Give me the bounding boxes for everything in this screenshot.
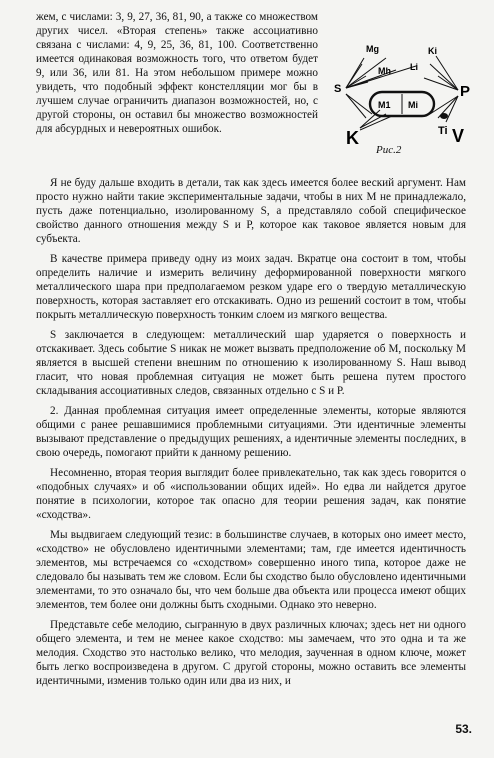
top-paragraph: жем, с числами: 3, 9, 27, 36, 81, 90, а также со множеством других чисел. «Вторая степень» также ассоциативно связана с числами: 4, 9, 25, 36, 81, 100. Соответственно имеется одинаковая возможность того, что ответом будет 9, или 36, или 81. На этом небольшом примере можно увидеть, что подобный эффект констелляции мог бы в лучшем случае ограничить диапазон возможностей, но, с другой стороны, он оставил бы множество возможностей для абсурдных и невероятных ошибок. <box>36 11 318 135</box>
page-number: 53. <box>455 722 472 736</box>
label-ti: Ti <box>438 125 448 137</box>
paragraph: S заключается в следующем: металлический шар ударяется о поверхность и отскакивает. Здесь событие S никак не может вызвать предположение об М, поскольку М является в высшей степени внешним по отношению к изолированному S. Наш вывод гласит, что новая проблемная ситуация не может быть решена путем простого складывания ассоциативных следов, связанных отдельно с S и Р. <box>36 329 466 397</box>
paragraph: Представьте себе мелодию, сыгранную в двух различных ключах; здесь нет ни одного общего элемента, и тем не менее какое сходство: мы замечаем, что это одна и та же мелодия. Сходство это настолько велико, что мелодия, заученная в одном ключе, может быть легко воспроизведена в другом. С другой стороны, можно оставить все элементы идентичными, изменив только один или два из них, и <box>36 619 466 687</box>
diagram-graphic <box>326 18 476 158</box>
label-mi: Mi <box>408 100 418 110</box>
paragraph: Несомненно, вторая теория выглядит более привлекательно, так как здесь говорится о «подобных случаях» и об «использовании общих идей». Но едва ли найдется другое понятие в психологии, которое так опасно для теории решения задач, как понятие «сходства». <box>36 467 466 521</box>
paragraph: В качестве примера приведу одну из моих задач. Вкратце она состоит в том, чтобы определить наличие и измерить величину деформированной поверхности мягкого металлического шара при предполагаемом резком ударе его о твердую металлическую поверхность, которая заставляет его отскакивать. Одно из решений состоит в том, чтобы покрыть металлическую поверхность тонким слоем из мягкого вещества. <box>36 253 466 321</box>
label-m1: M1 <box>378 100 391 110</box>
label-li: Li <box>410 62 418 72</box>
label-k: K <box>346 128 359 148</box>
label-mg: Mg <box>366 44 379 54</box>
label-p: P <box>460 83 471 100</box>
label-v: V <box>452 126 465 146</box>
paragraph: Я не буду дальше входить в детали, так как здесь имеется более веский аргумент. Нам просто нужно найти такие экспериментальные задачи, чтобы в них М не принадлежало, пусть даже потенциально, изолированному S, а представляло собой специфическое свойство данного отношения между S и Р, которое как таковое является новым для субъекта. <box>36 177 466 245</box>
figure-caption: Рис.2 <box>376 144 402 156</box>
label-ki: Ki <box>428 46 437 56</box>
label-mh: Mh <box>378 66 391 76</box>
label-s: S <box>334 83 342 95</box>
paragraph: 2. Данная проблемная ситуация имеет определенные элементы, которые являются общими с ранее решавшимися проблемными ситуациями. Эти идентичные элементы вызывают представление о предыдущих решениях, а идентичные элементы последних, в свою очередь, помогают прийти к данному решению. <box>36 405 466 459</box>
paragraph: Мы выдвигаем следующий тезис: в большинстве случаев, в которых оно имеет место, «сходство» не обусловлено идентичными элементами; там, где имеется идентичность элементов, мы встречаемся со «сходством» совершенно иного типа, которое даже не следовало бы называть тем же словом. Если бы сходство было обусловлено идентичными элементами, то это означало бы, что чем больше два объекта или процесса имеют общих элементов, тем более они должны быть сходными. Однако это неверно. <box>36 529 466 611</box>
top-text-column <box>36 10 318 142</box>
main-text <box>36 176 466 694</box>
